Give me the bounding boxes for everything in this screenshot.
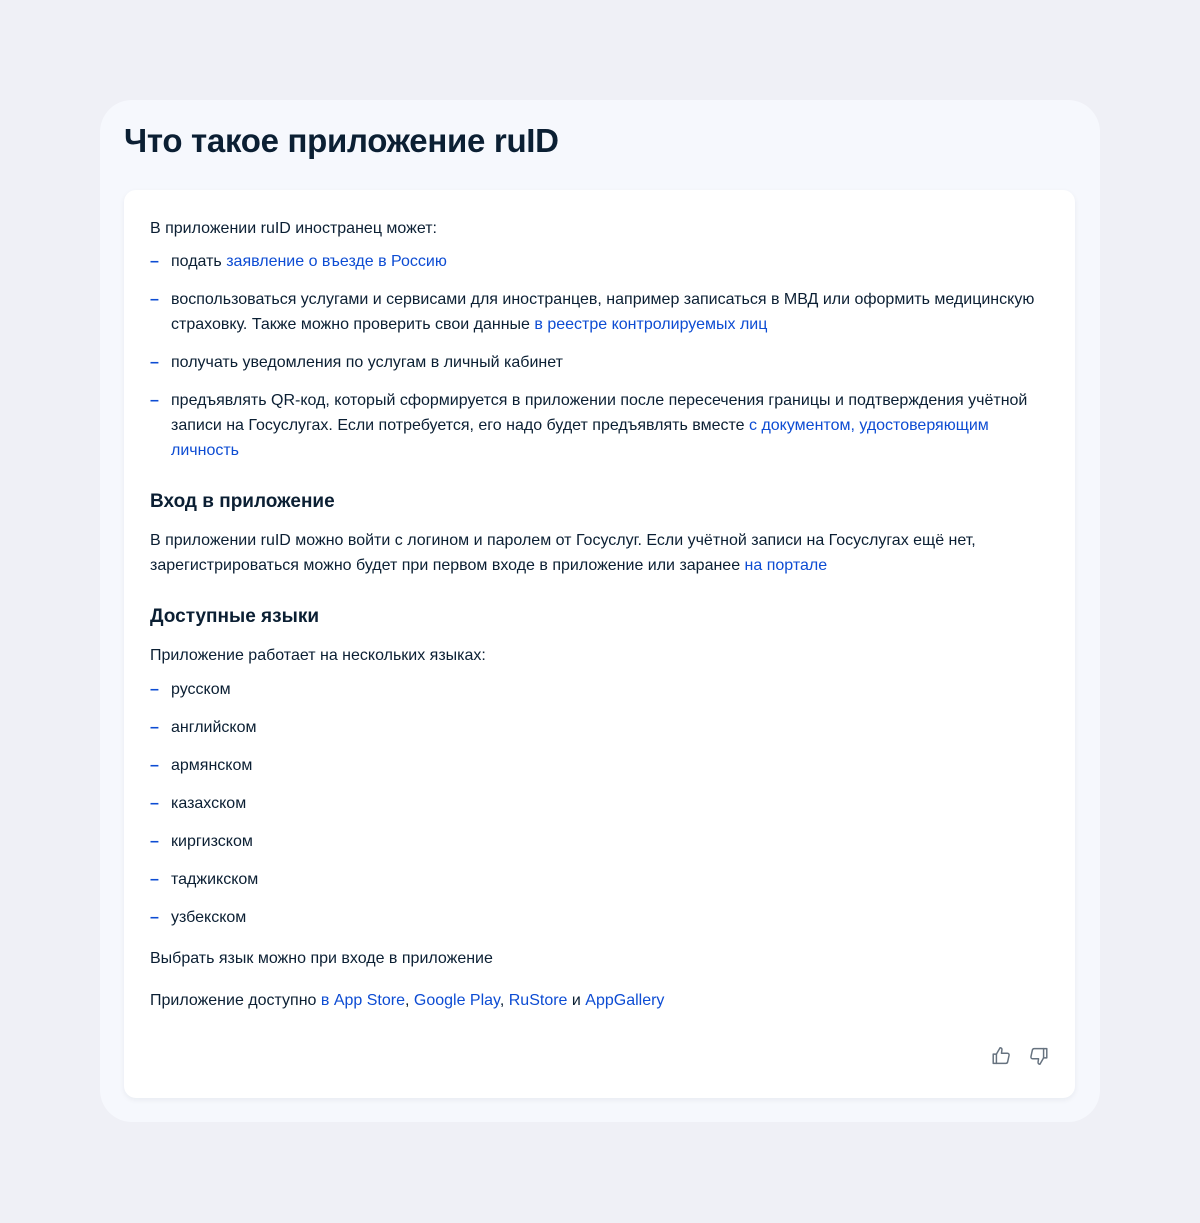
languages-intro: Приложение работает на нескольких языках: — [150, 647, 486, 664]
answer-card — [124, 190, 1075, 1098]
dash-bullet: – — [150, 757, 159, 774]
list-item: – русском — [150, 677, 1049, 702]
page-title: Что такое приложение ruID — [124, 122, 559, 159]
list-item: – таджикском — [150, 867, 1049, 892]
portal-link[interactable]: на портале — [744, 557, 828, 574]
rustore-link[interactable]: RuStore — [508, 992, 568, 1009]
appgallery-link[interactable]: AppGallery — [585, 992, 665, 1009]
thumbs-down-icon — [1028, 1045, 1050, 1067]
faq-panel — [100, 100, 1100, 1122]
dash-bullet: – — [150, 871, 159, 888]
identity-document-link[interactable]: с документом, удостоверяющим личность — [171, 417, 989, 459]
choose-language-text: Выбрать язык можно при входе в приложение — [150, 950, 493, 967]
list-item: – получать уведомления по услугам в личный кабинет — [150, 350, 1049, 375]
registry-link[interactable]: в реестре контролируемых лиц — [534, 316, 768, 333]
features-list — [150, 249, 1049, 463]
dash-bullet: – — [150, 392, 159, 409]
list-item: – киргизском — [150, 829, 1049, 854]
thumbs-up-icon — [990, 1045, 1012, 1067]
entry-application-link[interactable]: заявление о въезде в Россию — [226, 253, 447, 270]
list-item: – армянском — [150, 753, 1049, 778]
languages-heading: Доступные языки — [150, 606, 320, 627]
dash-bullet: – — [150, 681, 159, 698]
availability-text: Приложение доступно в App Store, Google Play, RuStore и AppGallery — [150, 992, 665, 1009]
list-item: – английском — [150, 715, 1049, 740]
dash-bullet: – — [150, 795, 159, 812]
dash-bullet: – — [150, 354, 159, 371]
list-item: – воспользоваться услугами и сервисами для иностранцев, например записаться в МВД или оформить медицинскую страховку. Также можно проверить свои данные в реестре контролируемых лиц — [150, 287, 1049, 337]
list-item: – предъявлять QR-код, который сформируется в приложении после пересечения границы и подтверждения учётной записи на Госуслугах. Если потребуется, его надо будет предъявлять вместе с документом, удостоверяющим личность — [150, 388, 1049, 463]
dash-bullet: – — [150, 833, 159, 850]
dash-bullet: – — [150, 291, 159, 308]
login-heading: Вход в приложение — [150, 491, 335, 512]
login-text: В приложении ruID можно войти с логином и паролем от Госуслуг. Если учётной записи на Госуслугах ещё нет, зарегистрироваться можно будет при первом входе в приложение или заранее на портале — [150, 532, 976, 574]
dash-bullet: – — [150, 719, 159, 736]
dislike-button[interactable] — [1027, 1044, 1051, 1068]
google-play-link[interactable]: Google Play — [413, 992, 500, 1009]
list-item: – подать заявление о въезде в Россию — [150, 249, 1049, 274]
app-store-link[interactable]: в App Store — [320, 992, 405, 1009]
dash-bullet: – — [150, 253, 159, 270]
feedback-buttons — [989, 1044, 1051, 1068]
languages-list — [150, 677, 1049, 930]
list-item: – узбекском — [150, 905, 1049, 930]
like-button[interactable] — [989, 1044, 1013, 1068]
list-item: – казахском — [150, 791, 1049, 816]
dash-bullet: – — [150, 909, 159, 926]
features-intro: В приложении ruID иностранец может: — [150, 220, 437, 237]
